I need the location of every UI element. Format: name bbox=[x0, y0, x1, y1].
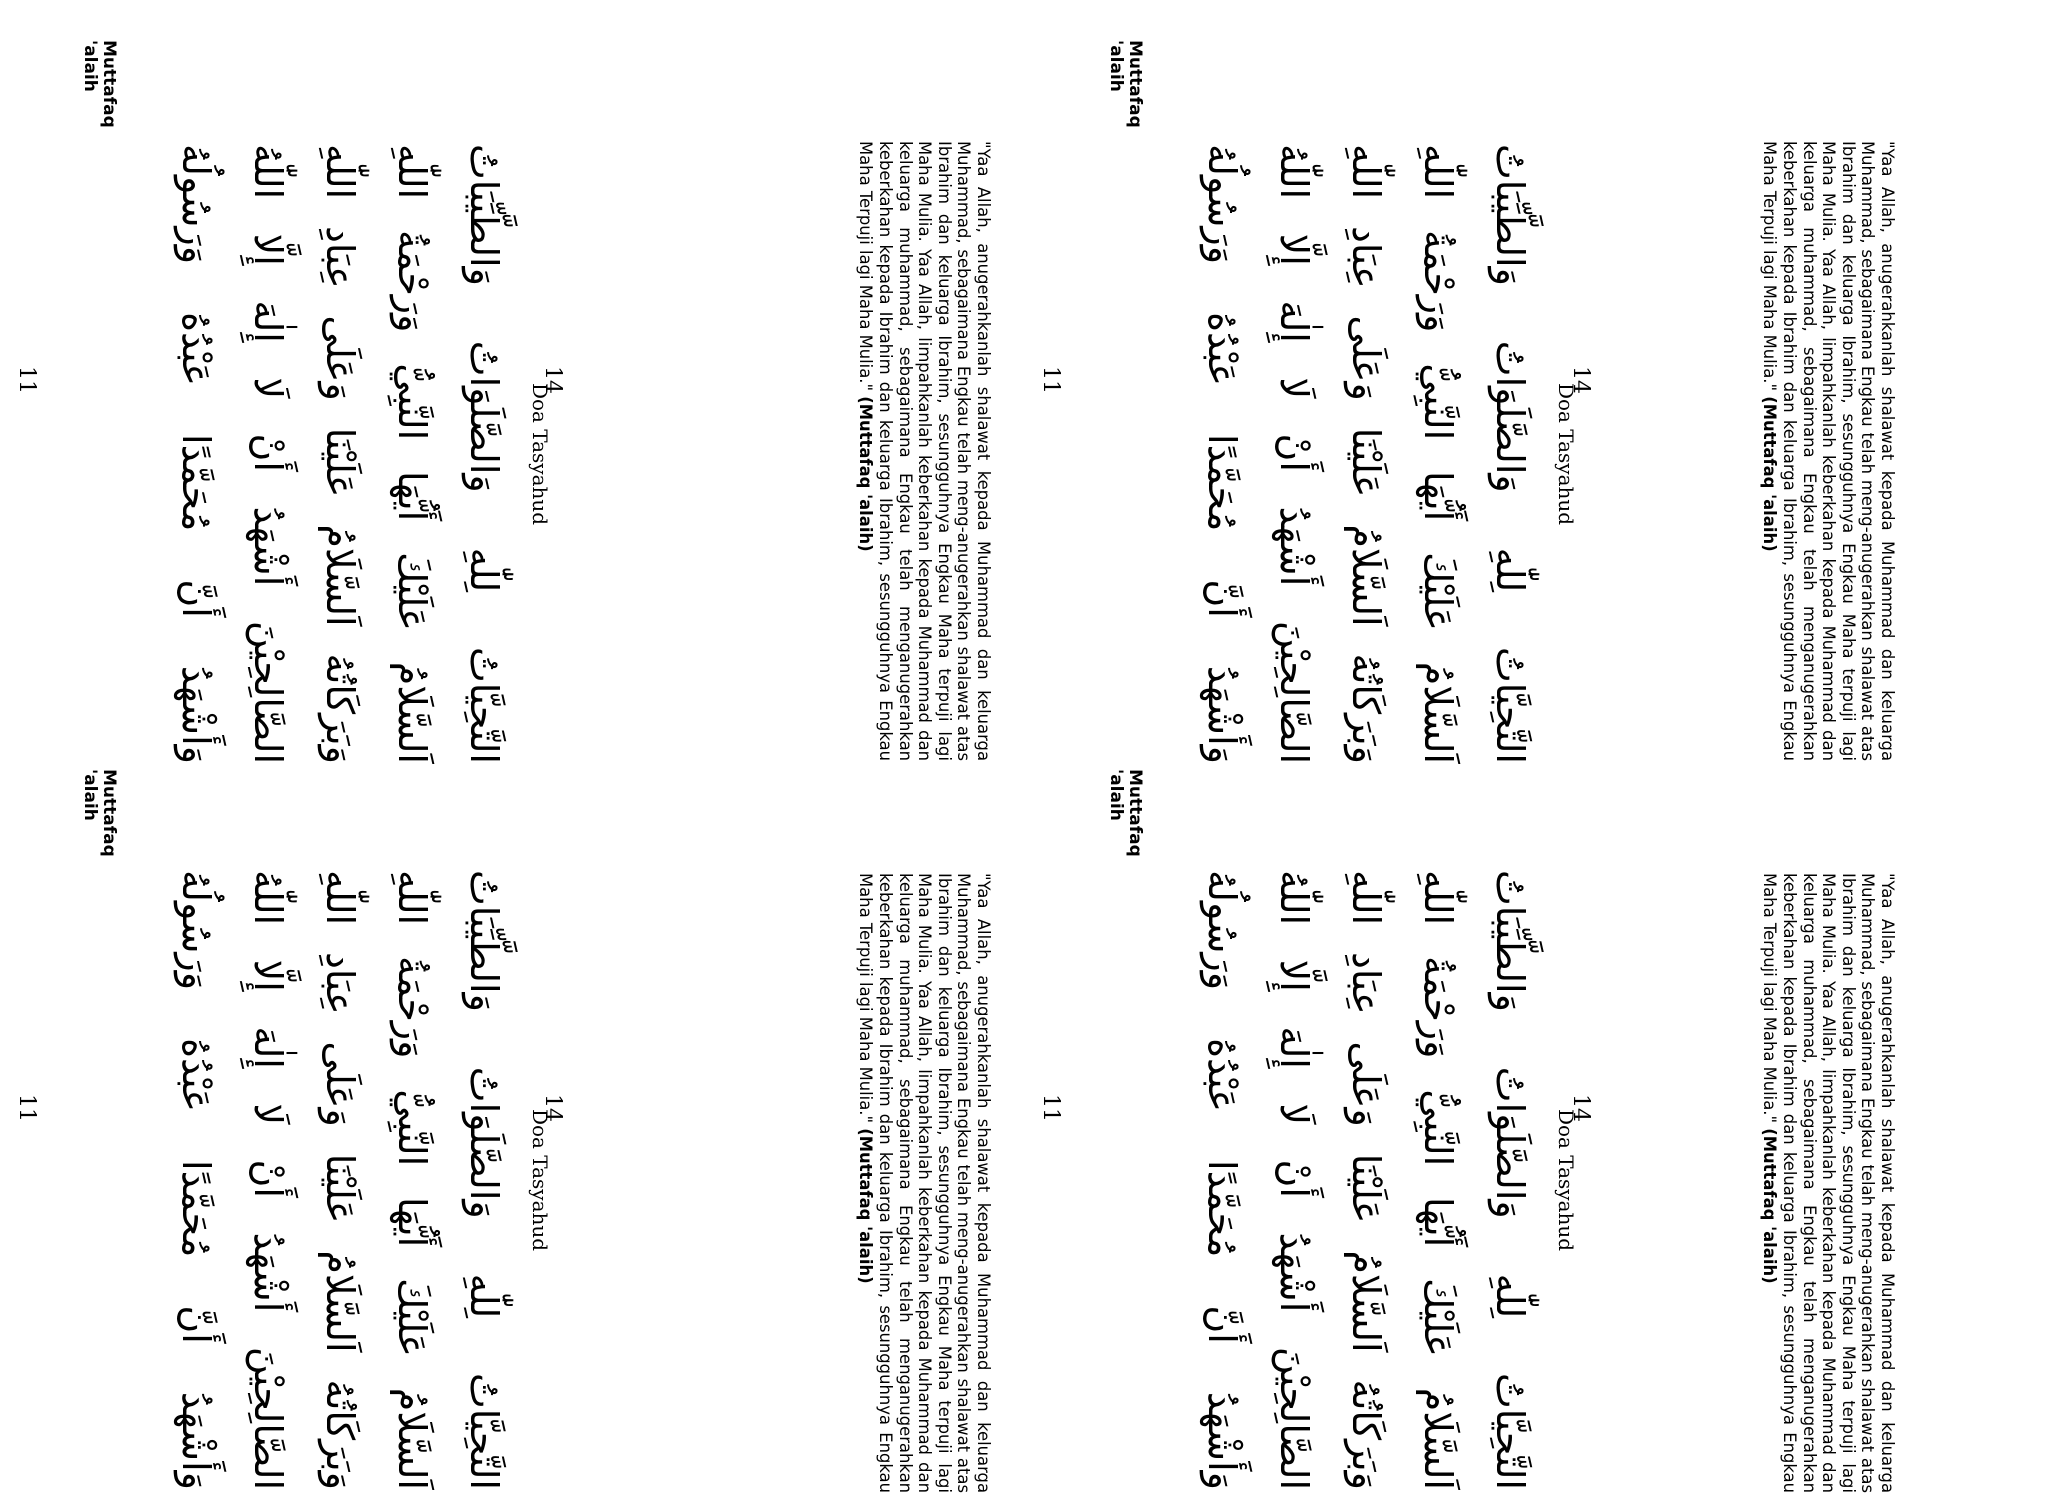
source-label: Muttafaq 'alaih bbox=[1106, 769, 1145, 857]
page-number: 11 bbox=[14, 1094, 39, 1122]
arabic-line: وَأَشْهَدُ أَنَّ مُحَمَّدًا عَبْدُهُ وَرَسُولُهُ bbox=[174, 144, 218, 764]
source-label: Muttafaq 'alaih bbox=[80, 769, 119, 857]
arabic-line: وَأَشْهَدُ أَنَّ مُحَمَّدًا عَبْدُهُ وَرَسُولُهُ bbox=[1200, 144, 1244, 764]
page-number: 14 bbox=[1568, 1094, 1593, 1122]
translation-source: (Muttafaq 'alaih) bbox=[1760, 396, 1780, 552]
arabic-line: الصَّالِحِيْنَ أَشْهَدُ أَنْ لَا إِلٰهَ إِلَّا اللّٰهُ bbox=[1272, 870, 1316, 1490]
translation-block bbox=[1607, 873, 1897, 1493]
source-label: Muttafaq 'alaih bbox=[1106, 40, 1145, 128]
page-number: 14 bbox=[540, 1094, 565, 1122]
translation-block bbox=[703, 873, 993, 1493]
page-title: Doa Tasyahud bbox=[528, 1108, 552, 1252]
arabic-line: الصَّالِحِيْنَ أَشْهَدُ أَنْ لَا إِلٰهَ إِلَّا اللّٰهُ bbox=[246, 144, 290, 764]
page-number: 11 bbox=[1038, 366, 1063, 394]
translation-source: (Muttafaq 'alaih) bbox=[1760, 1128, 1780, 1284]
tasyahud-block bbox=[1200, 870, 1578, 1490]
arabic-line: اَلسَّلَامُ عَلَيْكَ أَيُّهَا النَّبِيُّ وَرَحْمَةُ اللّٰهِ bbox=[1416, 870, 1460, 1490]
translation-source: (Muttafaq 'alaih) bbox=[856, 1128, 876, 1284]
arabic-line: وَبَرَكَاتُهُ اَلسَّلَامُ عَلَيْنَا وَعَلَى عِبَادِ اللّٰهِ bbox=[318, 870, 362, 1490]
arabic-line: التَّحِيَّاتُ لِلّٰهِ وَالصَّلَوَاتُ وَالطَّيِّبَاتُ bbox=[1488, 144, 1532, 764]
translation-block bbox=[703, 141, 993, 761]
page-title: Doa Tasyahud bbox=[528, 382, 552, 526]
arabic-line: وَأَشْهَدُ أَنَّ مُحَمَّدًا عَبْدُهُ وَرَسُولُهُ bbox=[1200, 870, 1244, 1490]
translation-source: (Muttafaq 'alaih) bbox=[856, 396, 876, 552]
tasyahud-block bbox=[174, 144, 552, 764]
arabic-line: وَبَرَكَاتُهُ اَلسَّلَامُ عَلَيْنَا وَعَلَى عِبَادِ اللّٰهِ bbox=[318, 144, 362, 764]
arabic-line: التَّحِيَّاتُ لِلّٰهِ وَالصَّلَوَاتُ وَالطَّيِّبَاتُ bbox=[1488, 870, 1532, 1490]
arabic-line: التَّحِيَّاتُ لِلّٰهِ وَالصَّلَوَاتُ وَالطَّيِّبَاتُ bbox=[462, 144, 506, 764]
arabic-line: وَبَرَكَاتُهُ اَلسَّلَامُ عَلَيْنَا وَعَلَى عِبَادِ اللّٰهِ bbox=[1344, 870, 1388, 1490]
arabic-line: الصَّالِحِيْنَ أَشْهَدُ أَنْ لَا إِلٰهَ إِلَّا اللّٰهُ bbox=[1272, 144, 1316, 764]
arabic-line: الصَّالِحِيْنَ أَشْهَدُ أَنْ لَا إِلٰهَ إِلَّا اللّٰهُ bbox=[246, 870, 290, 1490]
translation-text: "Yaa Allah, anugerahkanlah shalawat kepada Muhammad dan keluarga Muhammad, sebagaimana Engkau telah meng-anugerahkan shalawat atas Ibrahim dan keluarga Ibrahim, sesungguhnya Engkau Maha terpuji lagi Maha Mulia. Yaa Allah, limpahkanlah keberkahan kepada Muhammad dan keluarga muhammad, sebagaimana Engkau telah menganugerahkan keberkahan kepada Ibrahim dan keluarga Ibrahim, sesungguhnya Engkau Maha Terpuji lagi Maha Mulia." bbox=[1760, 873, 1897, 1493]
page-title: Doa Tasyahud bbox=[1554, 382, 1578, 526]
source-label: Muttafaq 'alaih bbox=[80, 40, 119, 128]
arabic-line: التَّحِيَّاتُ لِلّٰهِ وَالصَّلَوَاتُ وَالطَّيِّبَاتُ bbox=[462, 870, 506, 1490]
page-number: 14 bbox=[1568, 366, 1593, 394]
arabic-line: اَلسَّلَامُ عَلَيْكَ أَيُّهَا النَّبِيُّ وَرَحْمَةُ اللّٰهِ bbox=[1416, 144, 1460, 764]
page-number: 14 bbox=[540, 366, 565, 394]
arabic-line: اَلسَّلَامُ عَلَيْكَ أَيُّهَا النَّبِيُّ وَرَحْمَةُ اللّٰهِ bbox=[390, 144, 434, 764]
page-number: 11 bbox=[14, 366, 39, 394]
arabic-line: اَلسَّلَامُ عَلَيْكَ أَيُّهَا النَّبِيُّ وَرَحْمَةُ اللّٰهِ bbox=[390, 870, 434, 1490]
tasyahud-block bbox=[174, 870, 552, 1490]
translation-text: "Yaa Allah, anugerahkanlah shalawat kepada Muhammad dan keluarga Muhammad, sebagaimana Engkau telah meng-anugerahkan shalawat atas Ibrahim dan keluarga Ibrahim, sesungguhnya Engkau Maha terpuji lagi Maha Mulia. Yaa Allah, limpahkanlah keberkahan kepada Muhammad dan keluarga muhammad, sebagaimana Engkau telah menganugerahkan keberkahan kepada Ibrahim dan keluarga Ibrahim, sesungguhnya Engkau Maha Terpuji lagi Maha Mulia." bbox=[1760, 141, 1897, 761]
translation-text: "Yaa Allah, anugerahkanlah shalawat kepada Muhammad dan keluarga Muhammad, sebagaimana Engkau telah meng-anugerahkan shalawat atas Ibrahim dan keluarga Ibrahim, sesungguhnya Engkau Maha terpuji lagi Maha Mulia. Yaa Allah, limpahkanlah keberkahan kepada Muhammad dan keluarga muhammad, sebagaimana Engkau telah menganugerahkan keberkahan kepada Ibrahim dan keluarga Ibrahim, sesungguhnya Engkau Maha Terpuji lagi Maha Mulia." bbox=[856, 873, 993, 1493]
tasyahud-block bbox=[1200, 144, 1578, 764]
page-number: 11 bbox=[1038, 1094, 1063, 1122]
translation-text: "Yaa Allah, anugerahkanlah shalawat kepada Muhammad dan keluarga Muhammad, sebagaimana Engkau telah meng-anugerahkan shalawat atas Ibrahim dan keluarga Ibrahim, sesungguhnya Engkau Maha terpuji lagi Maha Mulia. Yaa Allah, limpahkanlah keberkahan kepada Muhammad dan keluarga muhammad, sebagaimana Engkau telah menganugerahkan keberkahan kepada Ibrahim dan keluarga Ibrahim, sesungguhnya Engkau Maha Terpuji lagi Maha Mulia." bbox=[856, 141, 993, 761]
arabic-line: وَأَشْهَدُ أَنَّ مُحَمَّدًا عَبْدُهُ وَرَسُولُهُ bbox=[174, 870, 218, 1490]
translation-block bbox=[1607, 141, 1897, 761]
arabic-line: وَبَرَكَاتُهُ اَلسَّلَامُ عَلَيْنَا وَعَلَى عِبَادِ اللّٰهِ bbox=[1344, 144, 1388, 764]
page-title: Doa Tasyahud bbox=[1554, 1108, 1578, 1252]
